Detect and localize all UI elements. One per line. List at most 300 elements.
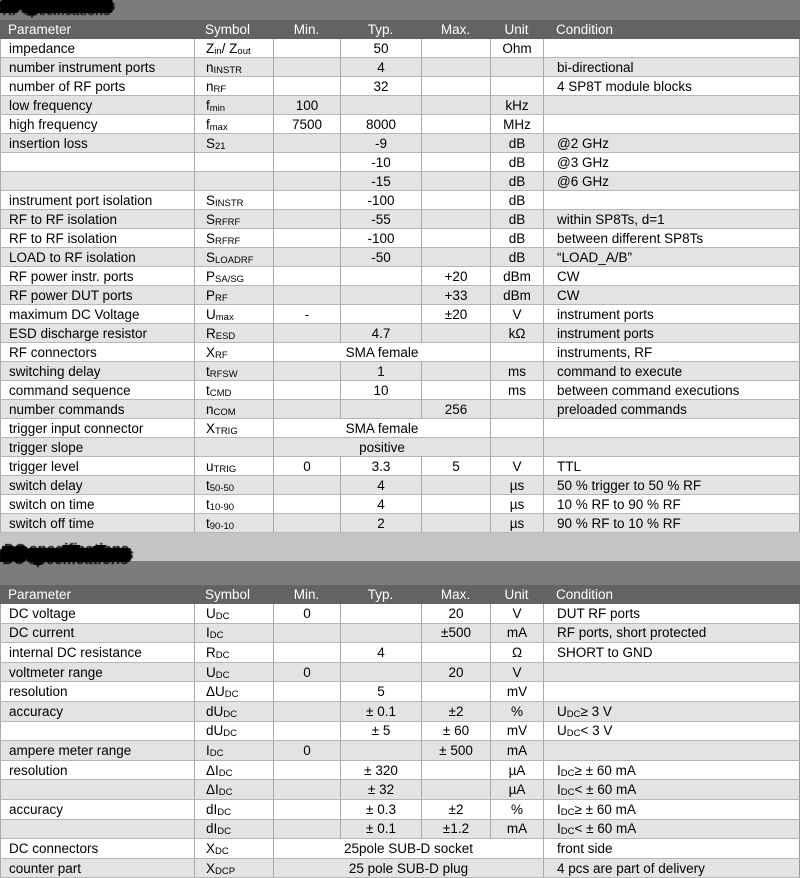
parameter-cell <box>1 722 195 741</box>
table-row <box>0 115 800 134</box>
min-cell <box>274 77 341 95</box>
parameter-cell: insertion loss <box>1 134 195 152</box>
condition-cell: 10 % RF to 90 % RF <box>544 495 800 513</box>
unit-cell: kΩ <box>491 324 544 342</box>
subscript: DC <box>223 708 237 720</box>
parameter-cell: RF to RF isolation <box>1 229 195 247</box>
typ-cell: 4.7 <box>341 324 422 342</box>
min-cell <box>274 514 341 532</box>
max-cell: ±2 <box>422 800 491 819</box>
symbol-cell: t CMD <box>195 381 274 399</box>
table-row <box>0 476 800 495</box>
column-header-parameter: Parameter <box>8 22 72 37</box>
condition-cell <box>544 39 800 57</box>
parameter-cell: trigger level <box>1 457 195 475</box>
subscript: DC <box>566 708 581 720</box>
column-header-parameter: Parameter <box>8 587 72 602</box>
condition-cell: 50 % trigger to 50 % RF <box>544 476 800 494</box>
merged-value-cell: positive <box>274 438 491 456</box>
table-row <box>0 324 800 343</box>
subscript: DC <box>560 826 575 838</box>
min-cell <box>274 381 341 399</box>
min-cell <box>274 722 341 741</box>
table-row <box>0 400 800 419</box>
condition-cell <box>544 663 800 682</box>
min-cell: 0 <box>274 663 341 682</box>
max-cell <box>422 381 491 399</box>
condition-cell: @6 GHz <box>544 172 800 190</box>
unit-cell <box>491 419 544 437</box>
typ-cell: 3.3 <box>341 457 422 475</box>
symbol-cell: X RF <box>195 343 274 361</box>
unit-cell: MHz <box>491 115 544 133</box>
max-cell: ±500 <box>422 624 491 643</box>
max-cell <box>422 761 491 780</box>
subscript: DC <box>224 689 239 701</box>
table-row <box>0 96 800 115</box>
condition-cell <box>544 438 800 456</box>
max-cell <box>422 58 491 76</box>
parameter-cell: voltmeter range <box>1 663 195 682</box>
parameter-cell <box>1 780 195 799</box>
max-cell <box>422 115 491 133</box>
unit-cell: mV <box>491 682 544 701</box>
subscript: DC <box>215 610 230 622</box>
parameter-cell: DC voltage <box>1 604 195 623</box>
unit-cell: V <box>491 305 544 323</box>
typ-cell: 50 <box>341 39 422 57</box>
min-cell <box>274 286 341 304</box>
unit-cell: V <box>491 457 544 475</box>
min-cell <box>274 476 341 494</box>
column-header-condition: Condition <box>556 22 614 37</box>
unit-cell: mA <box>491 820 544 839</box>
subscript: 21 <box>215 140 226 152</box>
symbol-cell: ΔU DC <box>195 682 274 701</box>
unit-cell: dB <box>491 191 544 209</box>
parameter-cell: trigger input connector <box>1 419 195 437</box>
subscript: RF <box>215 292 228 304</box>
typ-cell: ± 0.1 <box>341 702 422 721</box>
condition-cell: @3 GHz <box>544 153 800 171</box>
min-cell: 100 <box>274 96 341 114</box>
max-cell: ± 500 <box>422 741 491 760</box>
unit-cell <box>491 400 544 418</box>
symbol-cell: t 10-90 <box>195 495 274 513</box>
table-row <box>0 663 800 683</box>
table-row <box>0 780 800 800</box>
unit-cell: dBm <box>491 286 544 304</box>
min-cell <box>274 134 341 152</box>
parameter-cell: ESD discharge resistor <box>1 324 195 342</box>
subscript: DC <box>560 806 575 818</box>
subscript: TRIG <box>213 463 237 475</box>
table-row <box>0 134 800 153</box>
condition-cell: 4 SP8T module blocks <box>544 77 800 95</box>
unit-cell: % <box>491 702 544 721</box>
condition-cell: @2 GHz <box>544 134 800 152</box>
unit-cell: mA <box>491 624 544 643</box>
unit-cell <box>491 77 544 95</box>
column-header-min: Min. <box>293 587 320 602</box>
parameter-cell: number of RF ports <box>1 77 195 95</box>
parameter-cell: switch delay <box>1 476 195 494</box>
table-row <box>0 495 800 514</box>
min-cell <box>274 702 341 721</box>
table-row <box>0 722 800 742</box>
max-cell: 20 <box>422 663 491 682</box>
parameter-cell: high frequency <box>1 115 195 133</box>
symbol-cell: ΔI DC <box>195 761 274 780</box>
condition-cell: CW <box>544 286 800 304</box>
parameter-cell: counter part <box>1 859 195 878</box>
max-cell <box>422 210 491 228</box>
unit-cell: Ohm <box>491 39 544 57</box>
max-cell: 5 <box>422 457 491 475</box>
max-cell <box>422 153 491 171</box>
condition-cell: within SP8Ts, d=1 <box>544 210 800 228</box>
subscript: DCP <box>215 865 236 877</box>
max-cell: ±1.2 <box>422 820 491 839</box>
unit-cell: dBm <box>491 267 544 285</box>
unit-cell: dB <box>491 134 544 152</box>
parameter-cell: low frequency <box>1 96 195 114</box>
column-header-symbol: Symbol <box>205 22 251 37</box>
table-row <box>0 248 800 267</box>
table-row <box>0 820 800 840</box>
subscript: DC <box>215 669 230 681</box>
typ-cell <box>341 286 422 304</box>
symbol-cell: S LOADRF <box>195 248 274 266</box>
typ-cell <box>341 741 422 760</box>
condition-cell <box>544 682 800 701</box>
symbol-cell: ΔI DC <box>195 780 274 799</box>
unit-cell: µA <box>491 761 544 780</box>
max-cell: ±2 <box>422 702 491 721</box>
max-cell <box>422 476 491 494</box>
typ-cell <box>341 400 422 418</box>
subscript: max <box>209 121 228 133</box>
table-row <box>0 58 800 77</box>
column-header-max: Max. <box>440 22 471 37</box>
merged-value-cell: 25 pole SUB-D plug <box>274 859 544 878</box>
table-row <box>0 191 800 210</box>
max-cell: 20 <box>422 604 491 623</box>
min-cell: 0 <box>274 457 341 475</box>
symbol-cell: R DC <box>195 643 274 662</box>
subscript: RF <box>215 349 228 361</box>
condition-cell: “LOAD_A/B” <box>544 248 800 266</box>
symbol-cell: X TRIG <box>195 419 274 437</box>
column-header-min: Min. <box>293 22 320 37</box>
min-cell <box>274 58 341 76</box>
parameter-cell: DC current <box>1 624 195 643</box>
parameter-cell: resolution <box>1 761 195 780</box>
symbol-cell: n RF <box>195 77 274 95</box>
symbol-cell: Z in / Z out <box>195 39 274 57</box>
table-row <box>0 172 800 191</box>
typ-cell: -55 <box>341 210 422 228</box>
symbol-cell: S RFRF <box>195 210 274 228</box>
subscript: 50-50 <box>209 482 235 494</box>
symbol-cell: f max <box>195 115 274 133</box>
table-row <box>0 39 800 58</box>
table-row <box>0 305 800 324</box>
typ-cell <box>341 624 422 643</box>
condition-cell: I DC < ± 60 mA <box>544 780 800 799</box>
subscript: RFRF <box>215 216 241 228</box>
parameter-cell: switch on time <box>1 495 195 513</box>
typ-cell: 4 <box>341 58 422 76</box>
symbol-cell: u TRIG <box>195 457 274 475</box>
unit-cell: % <box>491 800 544 819</box>
typ-cell <box>341 96 422 114</box>
dc-table-header-row <box>0 585 800 604</box>
symbol-cell: n INSTR <box>195 58 274 76</box>
table-row <box>0 438 800 457</box>
min-cell <box>274 172 341 190</box>
subscript: TRIG <box>215 425 238 437</box>
parameter-cell: accuracy <box>1 702 195 721</box>
unit-cell: Ω <box>491 643 544 662</box>
condition-cell: I DC ≥ ± 60 mA <box>544 761 800 780</box>
unit-cell: dB <box>491 172 544 190</box>
symbol-cell: R ESD <box>195 324 274 342</box>
subscript: out <box>237 45 251 57</box>
subscript: INSTR <box>215 197 244 209</box>
subscript: DC <box>566 728 581 740</box>
parameter-cell: RF connectors <box>1 343 195 361</box>
column-header-unit: Unit <box>504 22 529 37</box>
parameter-cell: impedance <box>1 39 195 57</box>
subscript: DC <box>215 845 229 857</box>
typ-cell <box>341 267 422 285</box>
symbol-cell: P RF <box>195 286 274 304</box>
condition-cell: U DC < 3 V <box>544 722 800 741</box>
min-cell <box>274 820 341 839</box>
merged-value-cell: SMA female <box>274 343 491 361</box>
parameter-cell: instrument port isolation <box>1 191 195 209</box>
table-row <box>0 77 800 96</box>
condition-cell: DUT RF ports <box>544 604 800 623</box>
parameter-cell: accuracy <box>1 800 195 819</box>
table-row <box>0 457 800 476</box>
unit-cell: mA <box>491 741 544 760</box>
parameter-cell: resolution <box>1 682 195 701</box>
subscript: DC <box>218 787 233 799</box>
subscript: DC <box>218 767 233 779</box>
dc-section-header <box>0 546 800 585</box>
unit-cell: µs <box>491 495 544 513</box>
symbol-cell: X DCP <box>195 859 274 878</box>
dc-table-body <box>0 604 800 878</box>
subscript: LOADRF <box>215 254 254 266</box>
table-row <box>0 741 800 761</box>
subscript: DC <box>560 787 575 799</box>
subscript: ESD <box>215 330 236 342</box>
symbol-cell: S RFRF <box>195 229 274 247</box>
symbol-cell: t 90-10 <box>195 514 274 532</box>
column-header-condition: Condition <box>556 587 614 602</box>
symbol-cell: t RFSW <box>195 362 274 380</box>
subscript: SA/SG <box>215 273 245 285</box>
unit-cell: dB <box>491 153 544 171</box>
table-row <box>0 229 800 248</box>
condition-cell: between command executions <box>544 381 800 399</box>
max-cell: +20 <box>422 267 491 285</box>
symbol-cell: dI DC <box>195 800 274 819</box>
typ-cell: ± 32 <box>341 780 422 799</box>
table-row <box>0 702 800 722</box>
min-cell <box>274 761 341 780</box>
max-cell <box>422 248 491 266</box>
subscript: DC <box>209 747 224 759</box>
symbol-cell: t 50-50 <box>195 476 274 494</box>
typ-cell: 4 <box>341 643 422 662</box>
unit-cell: ms <box>491 381 544 399</box>
subscript: RFSW <box>209 368 238 380</box>
condition-cell: RF ports, short protected <box>544 624 800 643</box>
min-cell: - <box>274 305 341 323</box>
typ-cell: 8000 <box>341 115 422 133</box>
table-row <box>0 153 800 172</box>
typ-cell: -100 <box>341 191 422 209</box>
min-cell <box>274 495 341 513</box>
column-header-max: Max. <box>440 587 471 602</box>
subscript: RF <box>213 83 227 95</box>
symbol-cell: dU DC <box>195 722 274 741</box>
parameter-cell: RF to RF isolation <box>1 210 195 228</box>
min-cell <box>274 800 341 819</box>
column-header-typ: Typ. <box>367 587 394 602</box>
symbol-cell: P SA/SG <box>195 267 274 285</box>
max-cell <box>422 172 491 190</box>
unit-cell: kHz <box>491 96 544 114</box>
table-row <box>0 343 800 362</box>
max-cell: ±20 <box>422 305 491 323</box>
typ-cell: ± 5 <box>341 722 422 741</box>
condition-cell: 90 % RF to 10 % RF <box>544 514 800 532</box>
min-cell <box>274 362 341 380</box>
parameter-cell: maximum DC Voltage <box>1 305 195 323</box>
table-row <box>0 761 800 781</box>
parameter-cell: DC connectors <box>1 839 195 858</box>
typ-cell: 4 <box>341 476 422 494</box>
typ-cell: 5 <box>341 682 422 701</box>
typ-cell: -100 <box>341 229 422 247</box>
table-row <box>0 839 800 859</box>
min-cell <box>274 682 341 701</box>
max-cell <box>422 39 491 57</box>
max-cell: 256 <box>422 400 491 418</box>
symbol-cell: X DC <box>195 839 274 858</box>
table-row <box>0 800 800 820</box>
max-cell <box>422 324 491 342</box>
subscript: DC <box>560 767 575 779</box>
condition-cell <box>544 419 800 437</box>
symbol-cell <box>195 153 274 171</box>
parameter-cell: switch off time <box>1 514 195 532</box>
symbol-cell: I DC <box>195 741 274 760</box>
parameter-cell: internal DC resistance <box>1 643 195 662</box>
typ-cell: 4 <box>341 495 422 513</box>
min-cell <box>274 624 341 643</box>
min-cell <box>274 153 341 171</box>
parameter-cell: RF power instr. ports <box>1 267 195 285</box>
condition-cell <box>544 115 800 133</box>
typ-cell: -15 <box>341 172 422 190</box>
min-cell: 7500 <box>274 115 341 133</box>
subscript: DC <box>223 728 237 740</box>
max-cell <box>422 514 491 532</box>
table-row <box>0 286 800 305</box>
symbol-cell: U max <box>195 305 274 323</box>
parameter-cell <box>1 153 195 171</box>
min-cell <box>274 400 341 418</box>
parameter-cell: trigger slope <box>1 438 195 456</box>
max-cell <box>422 495 491 513</box>
parameter-cell: number instrument ports <box>1 58 195 76</box>
condition-cell: 4 pcs are part of delivery <box>544 859 800 878</box>
typ-cell <box>341 604 422 623</box>
max-cell <box>422 191 491 209</box>
condition-cell <box>544 191 800 209</box>
max-cell: ± 60 <box>422 722 491 741</box>
condition-cell: between different SP8Ts <box>544 229 800 247</box>
subscript: CMD <box>209 387 232 399</box>
merged-value-cell: SMA female <box>274 419 491 437</box>
max-cell <box>422 229 491 247</box>
parameter-cell <box>1 172 195 190</box>
column-header-symbol: Symbol <box>205 587 251 602</box>
condition-cell <box>544 96 800 114</box>
min-cell: 0 <box>274 604 341 623</box>
symbol-cell <box>195 438 274 456</box>
subscript: DC <box>217 806 231 818</box>
typ-cell: 10 <box>341 381 422 399</box>
subscript: COM <box>213 406 236 418</box>
subscript: 10-90 <box>209 501 235 513</box>
parameter-cell: RF power DUT ports <box>1 286 195 304</box>
max-cell: +33 <box>422 286 491 304</box>
subscript: INSTR <box>213 64 243 76</box>
max-cell <box>422 682 491 701</box>
parameter-cell: command sequence <box>1 381 195 399</box>
subscript: max <box>215 311 234 323</box>
dc-section-title: DC specifications <box>3 546 129 563</box>
typ-cell: ± 0.1 <box>341 820 422 839</box>
symbol-cell: dU DC <box>195 702 274 721</box>
typ-cell: -10 <box>341 153 422 171</box>
unit-cell: dB <box>491 229 544 247</box>
typ-cell: 1 <box>341 362 422 380</box>
unit-cell <box>491 343 544 361</box>
condition-cell: TTL <box>544 457 800 475</box>
column-header-unit: Unit <box>504 587 529 602</box>
min-cell <box>274 39 341 57</box>
typ-cell: ± 320 <box>341 761 422 780</box>
min-cell <box>274 248 341 266</box>
parameter-cell: ampere meter range <box>1 741 195 760</box>
min-cell <box>274 780 341 799</box>
max-cell <box>422 77 491 95</box>
symbol-cell: S INSTR <box>195 191 274 209</box>
min-cell <box>274 324 341 342</box>
symbol-cell: dI DC <box>195 820 274 839</box>
unit-cell: µA <box>491 780 544 799</box>
table-row <box>0 419 800 438</box>
table-row <box>0 682 800 702</box>
